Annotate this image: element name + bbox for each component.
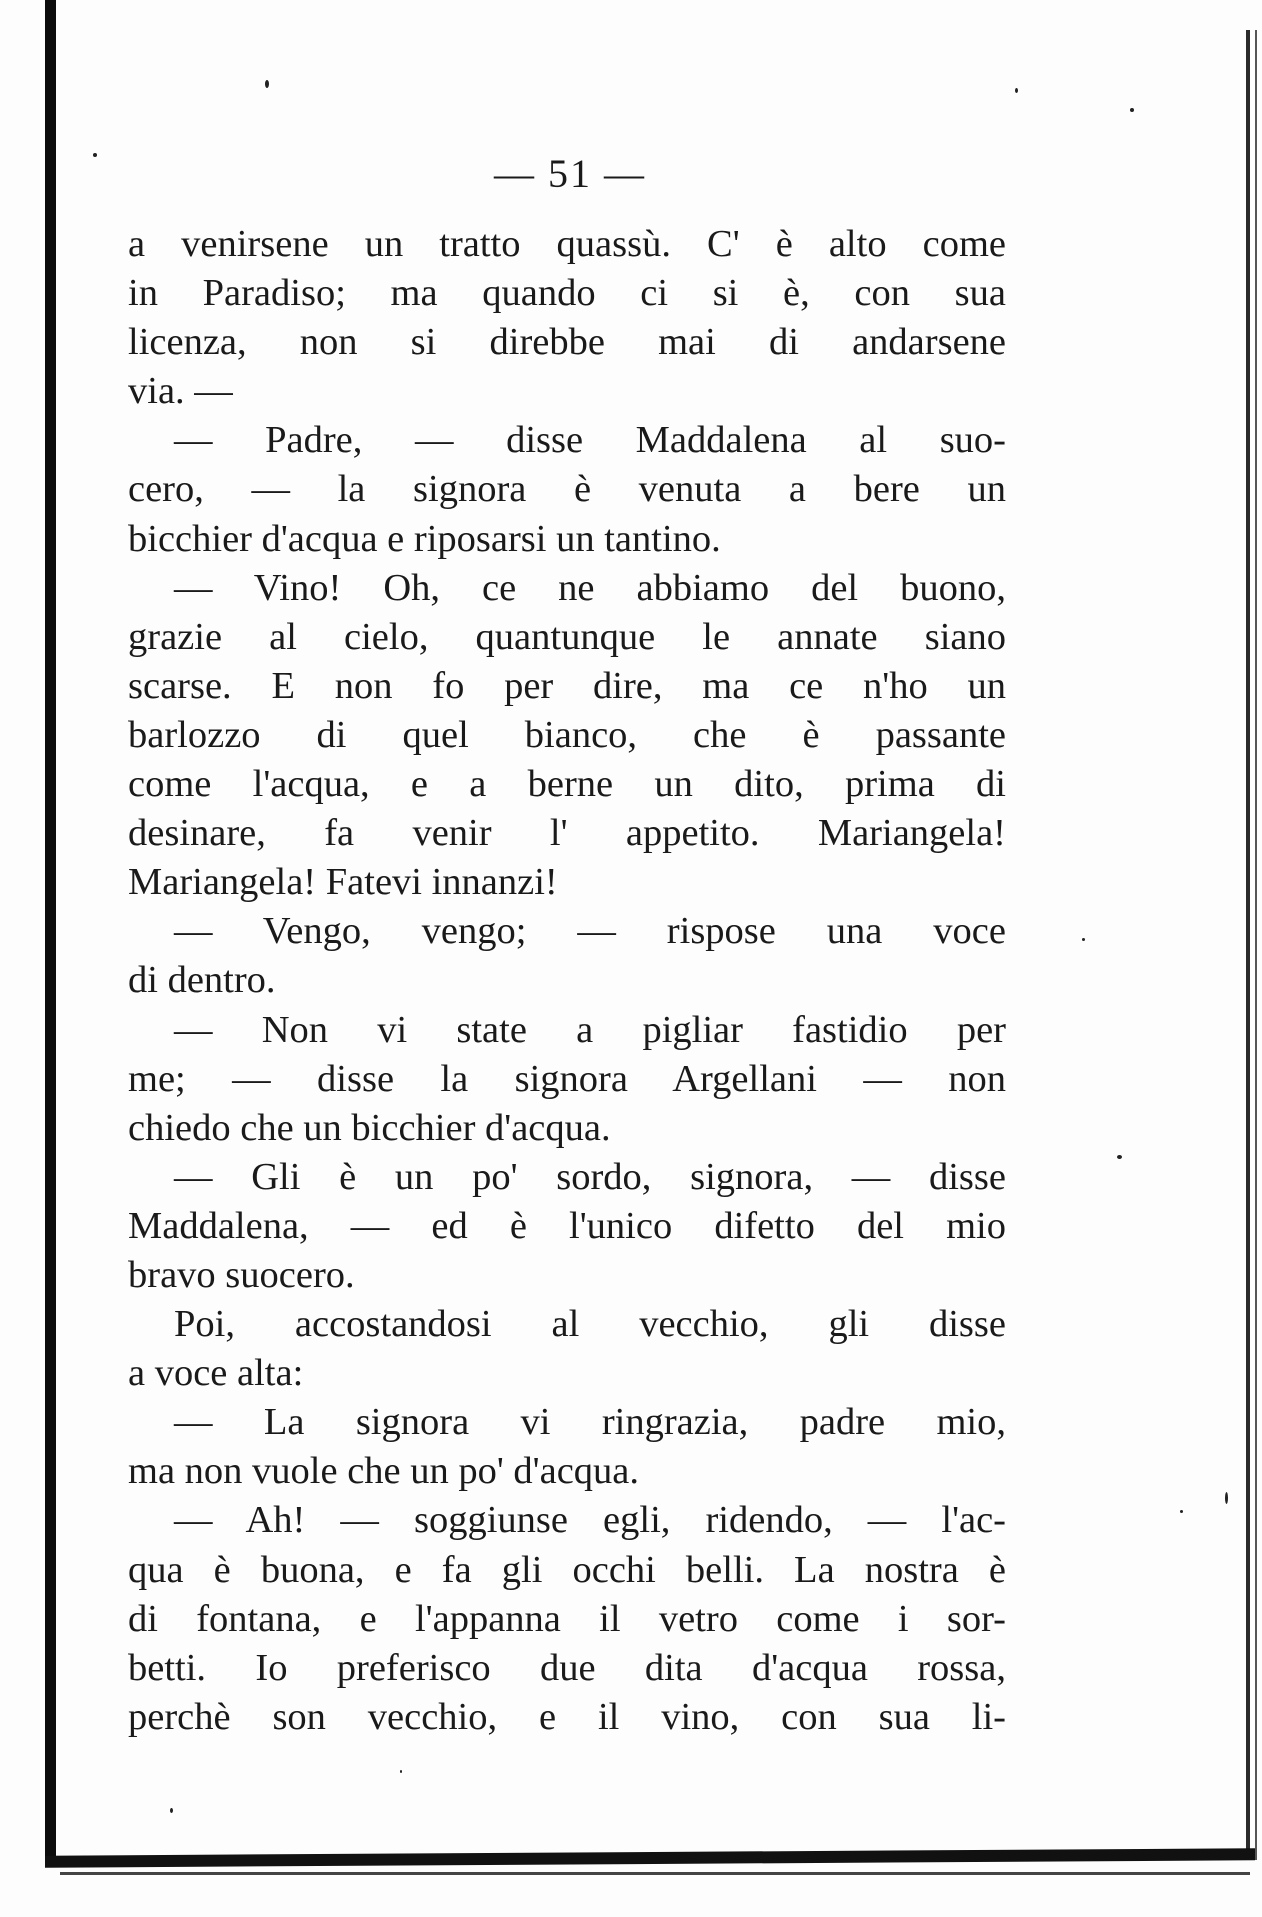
text-line: a voce alta: — [128, 1352, 304, 1395]
text-line: desinare, fa venir l' appetito. Mariangela! — [128, 812, 1006, 855]
text-line: chiedo che un bicchier d'acqua. — [128, 1106, 611, 1149]
scan-speck — [1082, 938, 1085, 941]
page-right-edge-shadow — [1255, 30, 1257, 1860]
scan-speck — [1180, 1510, 1183, 1513]
text-line: — Vino! Oh, ce ne abbiamo del buono, — [174, 566, 1006, 609]
text-line: in Paradiso; ma quando ci si è, con sua — [128, 272, 1006, 315]
text-line: di fontana, e l'appanna il vetro come i sor- — [128, 1597, 1006, 1640]
text-line: Poi, accostandosi al vecchio, gli disse — [174, 1303, 1006, 1346]
scan-speck — [1015, 88, 1018, 93]
page-bottom-edge — [45, 1848, 1255, 1867]
book-binding-edge — [45, 0, 56, 1862]
text-line: cero, — la signora è venuta a bere un — [128, 468, 1006, 511]
text-line: grazie al cielo, quantunque le annate siano — [128, 615, 1006, 658]
body-text — [128, 220, 1006, 1742]
text-line: bravo suocero. — [128, 1253, 355, 1296]
page-right-edge — [1246, 30, 1250, 1860]
text-line: di dentro. — [128, 959, 276, 1002]
text-line: — Gli è un po' sordo, signora, — disse — [174, 1155, 1006, 1198]
text-line: perchè son vecchio, e il vino, con sua li- — [128, 1695, 1006, 1738]
text-line: — La signora vi ringrazia, padre mio, — [174, 1401, 1006, 1444]
scan-speck — [93, 153, 97, 157]
scan-speck — [1225, 1492, 1228, 1504]
text-line: come l'acqua, e a berne un dito, prima di — [128, 763, 1006, 806]
text-line: licenza, non si direbbe mai di andarsene — [128, 321, 1006, 364]
text-line: barlozzo di quel bianco, che è passante — [128, 713, 1006, 756]
text-line: ma non vuole che un po' d'acqua. — [128, 1450, 640, 1493]
text-line: Mariangela! Fatevi innanzi! — [128, 861, 558, 904]
text-line: Maddalena, — ed è l'unico difetto del mio — [128, 1204, 1006, 1247]
text-line: a venirsene un tratto quassù. C' è alto come — [128, 223, 1006, 265]
text-line: scarse. E non fo per dire, ma ce n'ho un — [128, 664, 1006, 707]
scan-speck — [1117, 1155, 1122, 1159]
page-bottom-edge-shadow — [60, 1872, 1250, 1875]
text-line: me; — disse la signora Argellani — non — [128, 1057, 1006, 1100]
text-line: — Ah! — soggiunse egli, ridendo, — l'ac- — [174, 1499, 1006, 1542]
scan-speck — [400, 1770, 402, 1773]
text-line: qua è buona, e fa gli occhi belli. La nostra è — [128, 1548, 1006, 1591]
scan-speck — [1130, 108, 1134, 112]
scan-speck — [265, 80, 269, 88]
page-number-header: — 51 — — [494, 151, 646, 196]
text-line: bicchier d'acqua e riposarsi un tantino. — [128, 517, 721, 560]
text-line: via. — — [128, 370, 233, 413]
text-line: — Vengo, vengo; — rispose una voce — [174, 910, 1006, 953]
text-line: betti. Io preferisco due dita d'acqua rossa, — [128, 1646, 1006, 1689]
scan-speck — [170, 1808, 173, 1813]
text-line: — Padre, — disse Maddalena al suo- — [174, 419, 1006, 462]
text-line: — Non vi state a pigliar fastidio per — [174, 1008, 1006, 1051]
